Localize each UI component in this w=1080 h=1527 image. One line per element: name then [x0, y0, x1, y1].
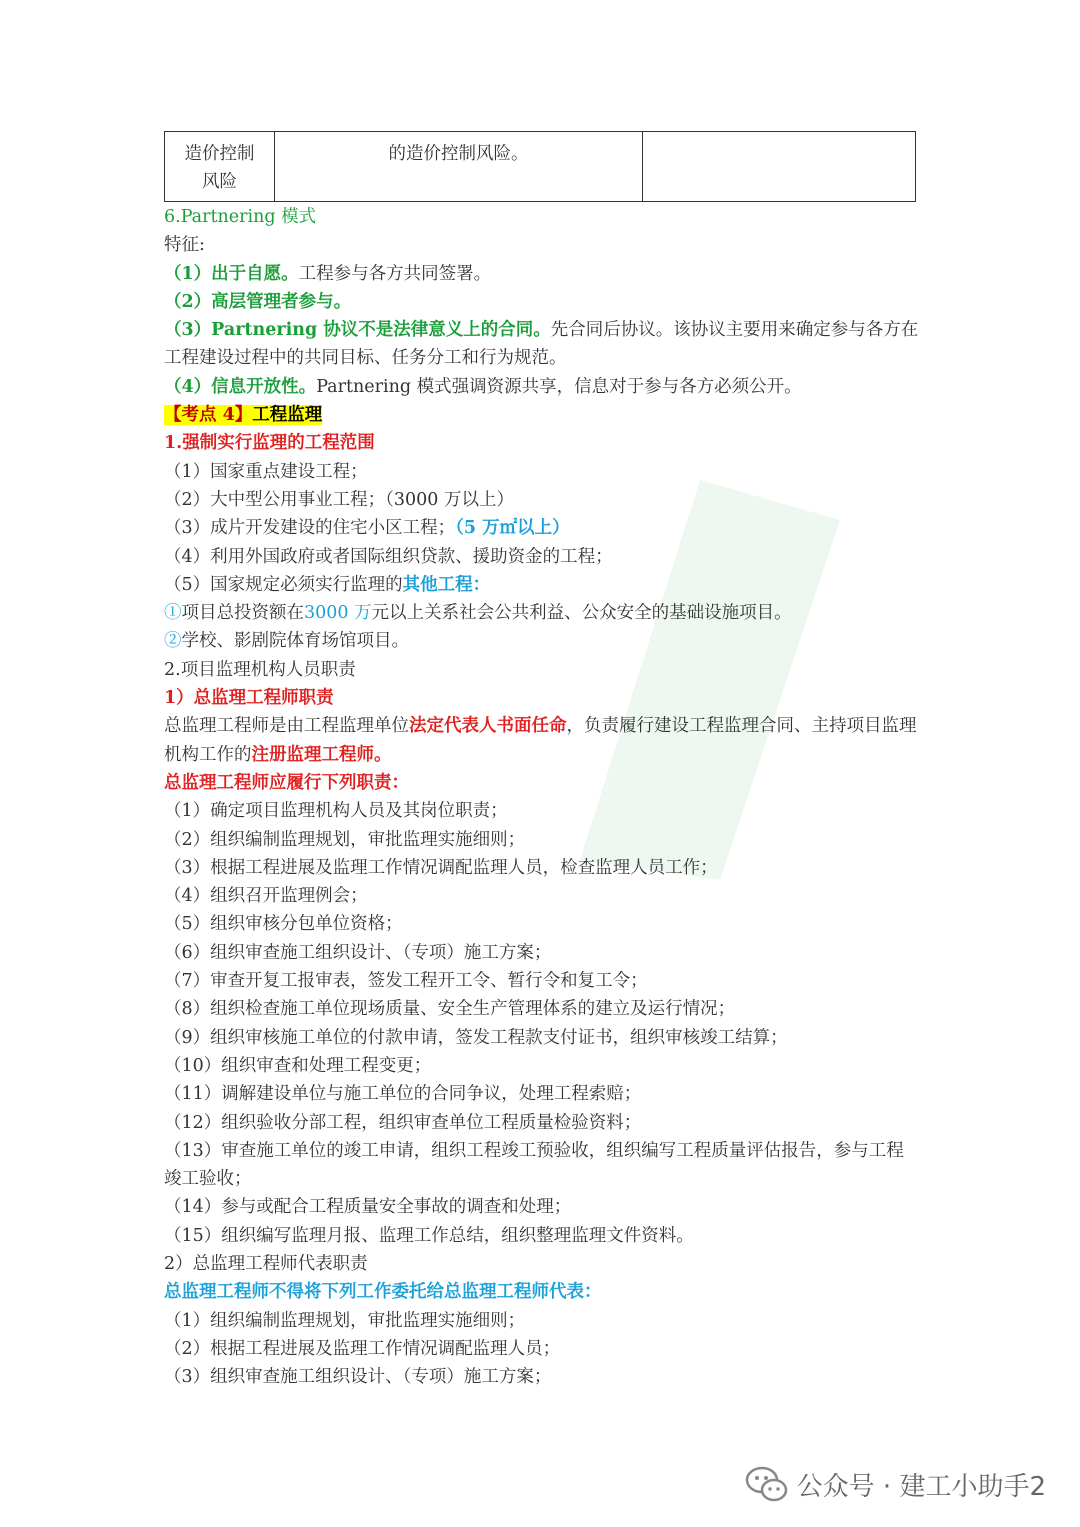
list-item: （11）调解建设单位与施工单位的合同争议，处理工程索赔；: [164, 1084, 642, 1105]
chief-duties-list: [164, 797, 920, 1250]
feature-4: （4）信息开放性。Partnering 模式强调资源共享，信息对于参与各方必须公开。: [164, 376, 802, 397]
feature-3: （3）Partnering 协议不是法律意义上的合同。先合同后协议。该协议主要用来确定参与各方在工程建设过程中的共同目标、任务分工和行为规范。: [164, 320, 919, 369]
list-item: （14）参与或配合工程质量安全事故的调查和处理；: [164, 1197, 572, 1218]
deputy-restrictions-list: [164, 1307, 920, 1392]
list-item: （5）组织审核分包单位资格；: [164, 914, 403, 935]
risk-table: [164, 131, 916, 202]
list-item: （13）审查施工单位的竣工申请，组织工程竣工预验收，组织编写工程质量评估报告，参与工程竣工验收；: [164, 1140, 904, 1190]
footer-account: [745, 1462, 1046, 1506]
scope-subitem: ①项目总投资额在3000 万元以上关系社会公共利益、公众安全的基础设施项目。: [164, 603, 792, 624]
list-item: （3）组织审查施工组织设计、（专项）施工方案；: [164, 1367, 552, 1388]
scope-item: （4）利用外国政府或者国际组织贷款、援助资金的工程；: [164, 546, 613, 567]
kaodian-heading: 【考点 4】工程监理: [164, 405, 323, 426]
partnering-title: 6.Partnering 模式: [164, 207, 317, 227]
list-item: （12）组织验收分部工程，组织审查单位工程质量检验资料；: [164, 1112, 642, 1133]
list-item: （10）组织审查和处理工程变更；: [164, 1055, 432, 1076]
list-item: （1）组织编制监理规划，审批监理实施细则；: [164, 1310, 526, 1331]
chief-duties-heading: 1）总监理工程师职责: [164, 688, 334, 709]
feature-1: （1）出于自愿。工程参与各方共同签署。: [164, 263, 492, 284]
scope-subitem: ②学校、影剧院体育场馆项目。: [164, 631, 409, 652]
wechat-icon: [745, 1464, 789, 1504]
list-item: （15）组织编写监理月报、监理工作总结，组织整理监理文件资料。: [164, 1225, 694, 1246]
list-item: （4）组织召开监理例会；: [164, 886, 368, 907]
document-body: [164, 203, 920, 1391]
scope-item: （5）国家规定必须实行监理的其他工程：: [164, 574, 491, 595]
deputy-heading: 2）总监理工程师代表职责: [164, 1253, 368, 1274]
scope-item: （2）大中型公用事业工程；（3000 万以上）: [164, 489, 514, 510]
table-cell-empty: [643, 132, 915, 201]
scope-item: （1）国家重点建设工程；: [164, 461, 368, 482]
list-item: （6）组织审查施工组织设计、（专项）施工方案；: [164, 942, 552, 963]
list-item: （7）审查开复工报审表，签发工程开工令、暂行令和复工令；: [164, 971, 648, 992]
list-item: （9）组织审核施工单位的付款申请，签发工程款支付证书，组织审核竣工结算；: [164, 1027, 788, 1048]
chief-list-heading: 总监理工程师应履行下列职责：: [164, 772, 409, 793]
feature-2: （2）高层管理者参与。: [164, 291, 352, 312]
list-item: （2）根据工程进展及监理工作情况调配监理人员；: [164, 1338, 561, 1359]
list-item: （3）根据工程进展及监理工作情况调配监理人员，检查监理人员工作；: [164, 857, 718, 878]
list-item: （8）组织检查施工单位现场质量、安全生产管理体系的建立及运行情况；: [164, 999, 736, 1020]
chief-definition: 总监理工程师是由工程监理单位法定代表人书面任命，负责履行建设工程监理合同、主持项目监理机构工作的注册监理工程师。: [164, 716, 917, 765]
table-cell-category: 造价控制风险: [165, 132, 275, 201]
list-item: （2）组织编制监理规划，审批监理实施细则；: [164, 829, 526, 850]
footer-text: 公众号 · 建工小助手2: [796, 1471, 1046, 1502]
deputy-list-heading: 总监理工程师不得将下列工作委托给总监理工程师代表：: [164, 1282, 602, 1303]
features-label: 特征:: [164, 235, 205, 256]
list-item: （1）确定项目监理机构人员及其岗位职责；: [164, 801, 508, 822]
table-cell-description: 的造价控制风险。: [275, 132, 643, 201]
duties-heading: 2.项目监理机构人员职责: [164, 659, 356, 680]
scope-item: （3）成片开发建设的住宅小区工程；（5 万㎡以上）: [164, 518, 570, 539]
scope-heading: 1.强制实行监理的工程范围: [164, 433, 375, 454]
